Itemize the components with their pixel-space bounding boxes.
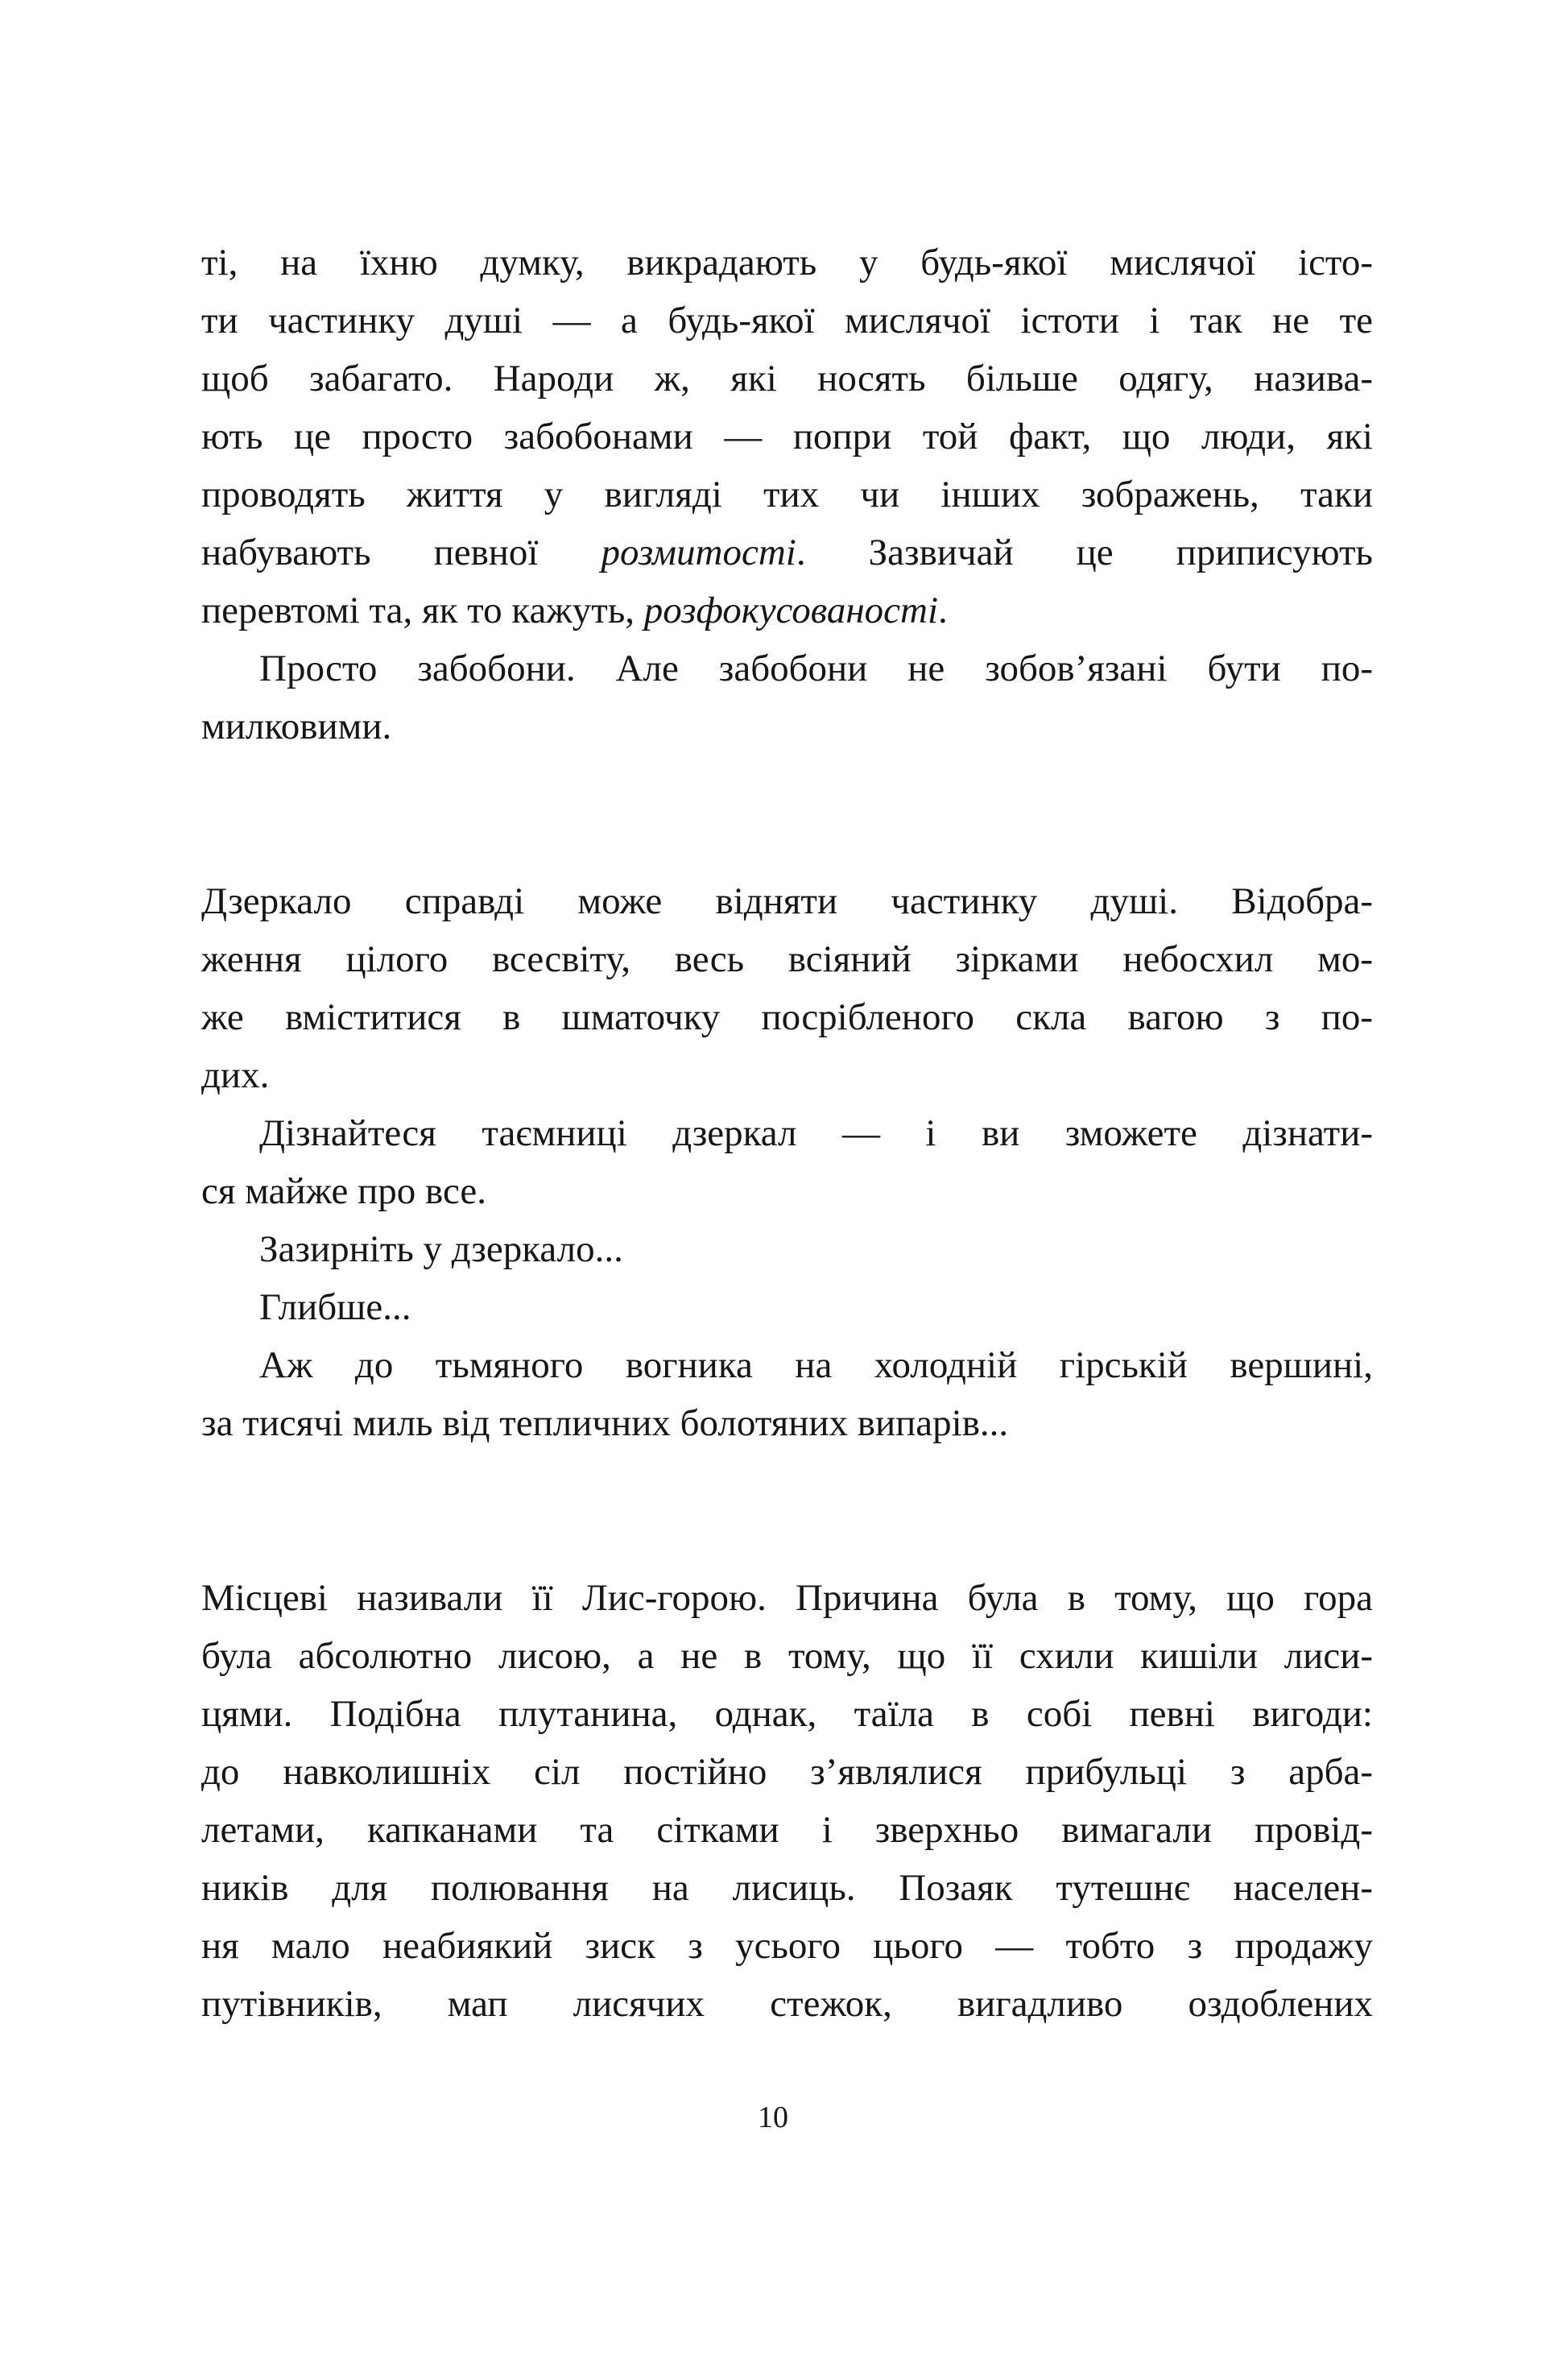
text-segment: ників для полювання на лисиць. Позаяк тутешнє населен-	[201, 1867, 1373, 1909]
text-segment: путівників, мап лисячих стежок, вигадливо оздоблених	[201, 1983, 1373, 2025]
text-segment: же вміститися в шматочку посрібленого скла вагою з по-	[201, 996, 1373, 1038]
text-line	[201, 408, 1373, 466]
text-segment: набувають певної	[201, 532, 601, 573]
text-segment: ня мало неабиякий зиск з усього цього — тобто з продажу	[201, 1925, 1373, 1967]
text-segment: милковими.	[201, 706, 392, 747]
text-segment: Аж до тьмяного вогника на холодній гірській вершині,	[259, 1344, 1373, 1386]
text-segment: проводять життя у вигляді тих чи інших зображень, таки	[201, 474, 1373, 515]
text-line	[201, 1627, 1373, 1685]
text-line	[201, 872, 1373, 930]
text-segment: .	[938, 590, 948, 631]
text-line	[201, 1859, 1373, 1917]
text-segment: перевтомі та, як то кажуть,	[201, 590, 644, 631]
text-segment: ють це просто забобонами — попри той факт, що люди, які	[201, 416, 1373, 457]
text-line	[201, 988, 1373, 1046]
text-line	[201, 582, 1373, 639]
italic-text: розмитості	[601, 532, 796, 573]
text-line	[201, 1917, 1373, 1975]
text-line	[201, 1220, 1373, 1278]
text-segment: Зазирніть у дзеркало...	[259, 1228, 623, 1270]
text-segment: щоб забагато. Народи ж, які носять більше одягу, назива-	[201, 358, 1373, 399]
text-segment: дих.	[201, 1054, 270, 1096]
text-segment: до навколишніх сіл постійно з’являлися прибульці з арба-	[201, 1751, 1373, 1793]
text-section	[201, 234, 1373, 755]
text-segment: цями. Подібна плутанина, однак, таїла в собі певні вигоди:	[201, 1693, 1373, 1735]
text-segment: була абсолютно лисою, а не в тому, що її схили кишіли лиси-	[201, 1635, 1373, 1677]
text-segment: Дзеркало справді може відняти частинку душі. Відобра-	[201, 880, 1373, 922]
text-line	[201, 1394, 1373, 1452]
text-line	[201, 1975, 1373, 2033]
text-segment: Дізнайтеся таємниці дзеркал — і ви зможете дізнати-	[259, 1112, 1373, 1154]
text-line	[201, 1104, 1373, 1162]
text-segment: Місцеві називали її Лис-горою. Причина була в тому, що гора	[201, 1577, 1373, 1619]
text-segment: ти частинку душі — а будь-якої мислячої істоти і так не те	[201, 300, 1373, 341]
text-line	[201, 292, 1373, 350]
text-segment: Глибше...	[259, 1286, 411, 1328]
text-line	[201, 466, 1373, 524]
text-line	[201, 524, 1373, 582]
text-segment: Просто забобони. Але забобони не зобов’язані бути по-	[259, 648, 1373, 689]
text-section	[201, 1569, 1373, 2033]
text-line	[201, 234, 1373, 292]
text-segment: ті, на їхню думку, викрадають у будь-якої мислячої істо-	[201, 242, 1373, 284]
text-line	[201, 350, 1373, 408]
text-line	[201, 1569, 1373, 1627]
text-line	[201, 1801, 1373, 1859]
page-number: 10	[758, 2101, 788, 2134]
text-line	[201, 1336, 1373, 1394]
text-segment: ся майже про все.	[201, 1170, 486, 1212]
text-segment: . Зазвичай це приписують	[796, 532, 1373, 573]
text-line	[201, 1278, 1373, 1336]
text-line	[201, 1046, 1373, 1104]
text-line	[201, 639, 1373, 697]
italic-text: розфокусованості	[643, 590, 939, 631]
text-segment: ження цілого всесвіту, весь всіяний зірками небосхил мо-	[201, 938, 1373, 980]
page-text	[201, 234, 1373, 2033]
text-section	[201, 872, 1373, 1452]
text-segment: за тисячі миль від тепличних болотяних випарів...	[201, 1402, 1009, 1444]
text-segment: летами, капканами та сітками і зверхньо вимагали провід-	[201, 1809, 1373, 1851]
text-line	[201, 1162, 1373, 1220]
text-line	[201, 930, 1373, 988]
text-line	[201, 1685, 1373, 1743]
text-line	[201, 697, 1373, 755]
text-line	[201, 1743, 1373, 1801]
